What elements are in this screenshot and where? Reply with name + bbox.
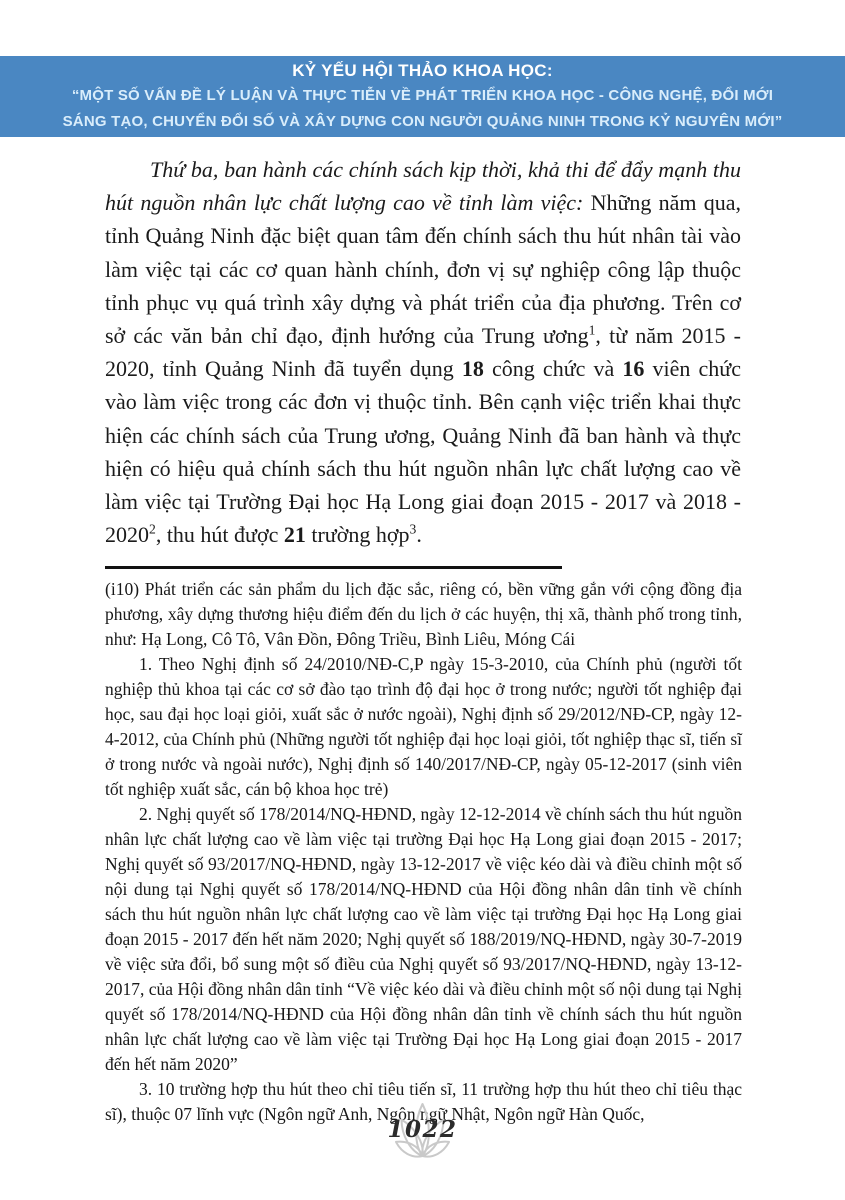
footnote-i10: (i10) Phát triển các sản phẩm du lịch đặc sắc, riêng có, bền vững gắn với cộng đồng địa phương, xây dựng thương hiệu điểm đến du lịch ở các huyện, thị xã, thành phố trong tỉnh, như: Hạ Long, Cô Tô, Vân Đồn, Đông Triều, Bình Liêu, Móng Cái <box>105 579 742 649</box>
footnote-ref-2: 2 <box>149 521 156 537</box>
footnote-2: 2. Nghị quyết số 178/2014/NQ-HĐND, ngày 12-12-2014 về chính sách thu hút nguồn nhân lực chất lượng cao về làm việc tại trường Đại học Hạ Long giai đoạn 2015 - 2017; Nghị quyết số 93/2017/NQ-HĐND, ngày 13-12-2017 về việc kéo dài và điều chỉnh một số nội dung tại Nghị quyết số 178/2014/NQ-HĐND của Hội đồng nhân dân tỉnh về chính sách thu hút nguồn nhân lực chất lượng cao về làm việc tại trường Đại học Hạ Long giai đoạn 2015 - 2017 đến hết năm 2020; Nghị quyết số 188/2019/NQ-HĐND, ngày 30-7-2019 về việc sửa đổi, bổ sung một số điều của Nghị quyết số 93/2017/NQ-HĐND, ngày 13-12-2017, của Hội đồng nhân dân tỉnh “Về việc kéo dài và điều chỉnh một số nội dung tại Nghị quyết số 178/2014/NQ-HĐND của Hội đồng nhân dân tỉnh về chính sách thu hút nguồn nhân lực chất lượng cao về làm việc tại Trường Đại học Hạ Long giai đoạn 2015 - 2017 đến hết năm 2020” <box>105 804 742 1074</box>
footnote-divider <box>105 566 562 569</box>
footnote-ref-3: 3 <box>409 521 417 537</box>
body-text-block <box>105 153 741 551</box>
footnote-ref-1: 1 <box>588 322 596 338</box>
header-quote-line-2: SÁNG TẠO, CHUYỂN ĐỔI SỐ VÀ XÂY DỰNG CON NGƯỜI QUẢNG NINH TRONG KỶ NGUYÊN MỚI” <box>62 113 783 130</box>
footnote-3: 3. 10 trường hợp thu hút theo chỉ tiêu tiến sĩ, 11 trường hợp thu hút theo chỉ tiêu thạc sĩ), thuộc 07 lĩnh vực (Ngôn ngữ Anh, Ngôn ngữ Nhật, Ngôn ngữ Hàn Quốc, <box>105 1079 742 1124</box>
body-segment: , thu hút được <box>155 522 284 548</box>
body-segment: trường hợp <box>305 522 410 548</box>
header-quote-line-1: “MỘT SỐ VẤN ĐỀ LÝ LUẬN VÀ THỰC TIỄN VỀ PHÁT TRIỂN KHOA HỌC - CÔNG NGHỆ, ĐỔI MỚI <box>71 87 774 104</box>
body-paragraph <box>105 153 741 551</box>
body-segment-bold: 21 <box>283 522 306 548</box>
body-segment: , từ năm 2015 - 2020, tỉnh Quảng Ninh đã tuyển dụng <box>105 323 741 382</box>
footnote-1: 1. Theo Nghị định số 24/2010/NĐ-C,P ngày 15-3-2010, của Chính phủ (người tốt nghiệp thủ khoa tại các cơ sở đào tạo trình độ đại học ở trong nước; người tốt nghiệp đại học, sau đại học loại giỏi, xuất sắc ở nước ngoài), Nghị định số 29/2012/NĐ-CP, ngày 12-4-2012, của Chính phủ (Những người tốt nghiệp đại học loại giỏi, tốt nghiệp thạc sĩ, tiến sĩ ở trong nước và ngoài nước), Nghị định số 140/2017/NĐ-CP, ngày 05-12-2017 (sinh viên tốt nghiệp xuất sắc, cán bộ khoa học trẻ) <box>105 654 742 799</box>
body-segment-bold: 16 <box>622 356 645 382</box>
page-number: 1022 <box>387 1116 458 1143</box>
footnotes-block <box>105 577 742 1127</box>
header-banner <box>0 56 845 137</box>
body-segment-italic: Thứ ba, ban hành các chính sách kịp thời, khả thi để đẩy mạnh thu hút nguồn nhân lực chất lượng cao về tỉnh làm việc: <box>105 157 741 216</box>
page-footer <box>0 1100 845 1170</box>
body-segment: Những năm qua, tỉnh Quảng Ninh đặc biệt quan tâm đến chính sách thu hút nhân tài vào làm việc tại các cơ quan hành chính, đơn vị sự nghiệp công lập thuộc tỉnh phục vụ quá trình xây dựng và phát triển của địa phương. Trên cơ sở các văn bản chỉ đạo, định hướng của Trung ương <box>105 190 742 349</box>
body-segment-bold: 18 <box>461 356 484 382</box>
body-segment: công chức và <box>483 356 623 382</box>
body-segment: viên chức vào làm việc trong các đơn vị thuộc tỉnh. Bên cạnh việc triển khai thực hiện các chính sách của Trung ương, Quảng Ninh đã ban hành và thực hiện có hiệu quả chính sách thu hút nguồn nhân lực chất lượng cao về làm việc tại Trường Đại học Hạ Long giai đoạn 2015 - 2017 và 2018 - 2020 <box>105 356 741 548</box>
header-title: KỶ YẾU HỘI THẢO KHOA HỌC: <box>292 61 553 80</box>
body-segment: . <box>416 522 422 548</box>
